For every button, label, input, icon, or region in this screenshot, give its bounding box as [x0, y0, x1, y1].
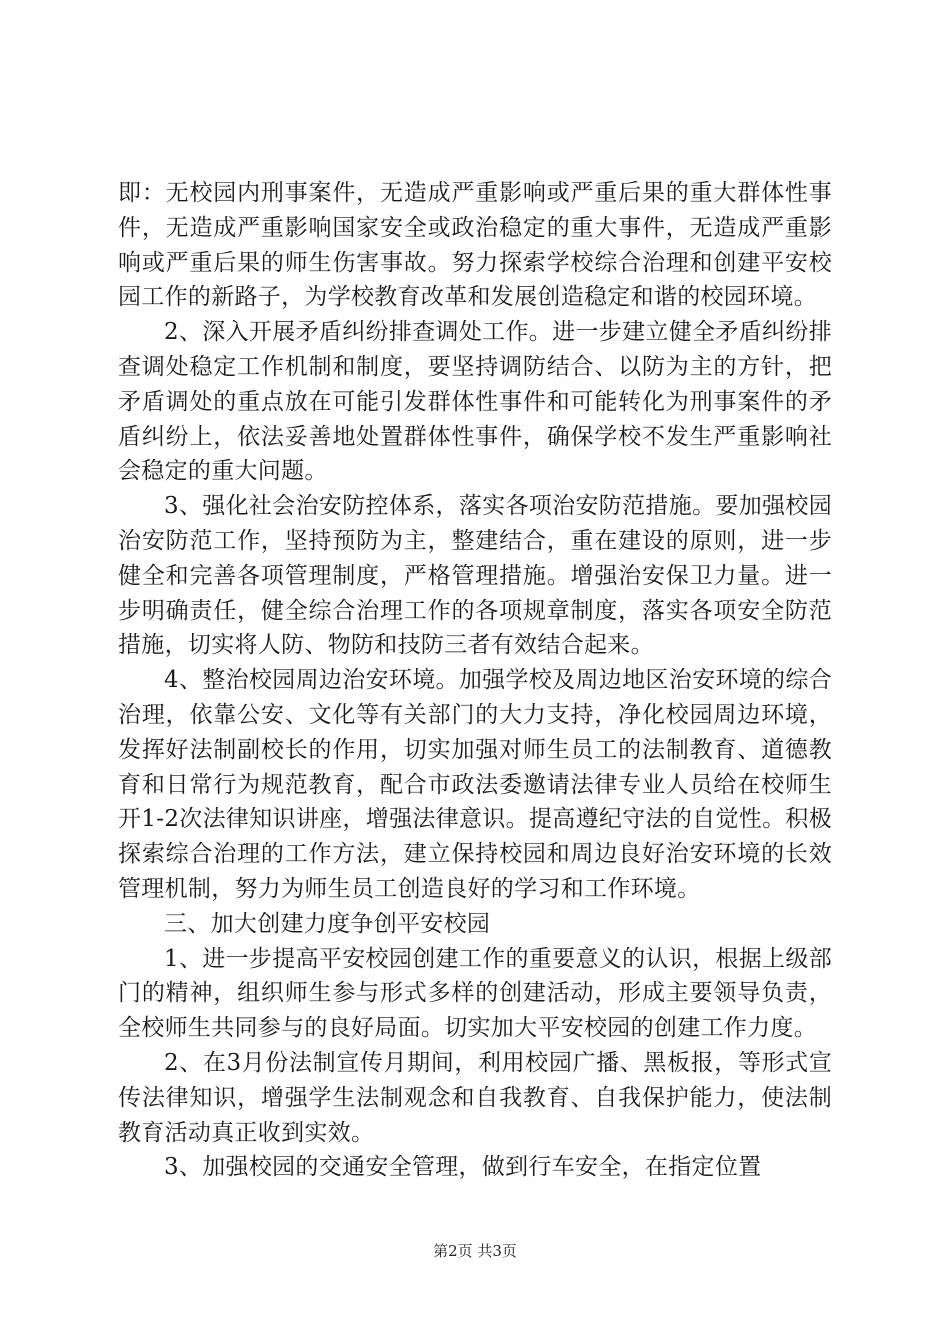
- section-heading: 三、加大创建力度争创平安校园: [164, 910, 491, 937]
- paragraph-6: 2、在3月份法制宣传月期间，利用校园广播、黑板报，等形式宣传法律知识，增强学生法制观念和自我教育、自我保护能力，使法制教育活动真正收到实效。: [118, 1049, 832, 1146]
- paragraph-2: 2、深入开展矛盾纠纷排查调处工作。进一步建立健全矛盾纠纷排查调处稳定工作机制和制度，要坚持调防结合、以防为主的方针，把矛盾调处的重点放在可能引发群体性事件和可能转化为刑事案件的矛盾纠纷上，依法妥善地处置群体性事件，确保学校不发生严重影响社会稳定的重大问题。: [118, 319, 832, 485]
- document-body: [118, 176, 832, 1185]
- paragraph-5: 1、进一步提高平安校园创建工作的重要意义的认识，根据上级部门的精神，组织师生参与形式多样的创建活动，形成主要领导负责，全校师生共同参与的良好局面。切实加大平安校园的创建工作力度。: [118, 945, 832, 1042]
- paragraph-3: 3、强化社会治安防控体系，落实各项治安防范措施。要加强校园治安防范工作，坚持预防为主，整建结合，重在建设的原则，进一步健全和完善各项管理制度，严格管理措施。增强治安保卫力量。进一步明确责任，健全综合治理工作的各项规章制度，落实各项安全防范措施，切实将人防、物防和技防三者有效结合起来。: [118, 493, 832, 659]
- paragraph-1: 即：无校园内刑事案件，无造成严重影响或严重后果的重大群体性事件，无造成严重影响国家安全或政治稳定的重大事件，无造成严重影响或严重后果的师生伤害事故。努力探索学校综合治理和创建平安校园工作的新路子，为学校教育改革和发展创造稳定和谐的校园环境。: [118, 180, 832, 311]
- paragraph-7: 3、加强校园的交通安全管理，做到行车安全，在指定位置: [164, 1154, 762, 1181]
- page-footer: 第2页 共3页: [433, 1242, 517, 1260]
- paragraph-4: 4、整治校园周边治安环境。加强学校及周边地区治安环境的综合治理，依靠公安、文化等有关部门的大力支持，净化校园周边环境，发挥好法制副校长的作用，切实加强对师生员工的法制教育、道德教育和日常行为规范教育，配合市政法委邀请法律专业人员给在校师生开1-2次法律知识讲座，增强法律意识。提高遵纪守法的自觉性。积极探索综合治理的工作方法，建立保持校园和周边良好治安环境的长效管理机制，努力为师生员工创造良好的学习和工作环境。: [118, 667, 832, 902]
